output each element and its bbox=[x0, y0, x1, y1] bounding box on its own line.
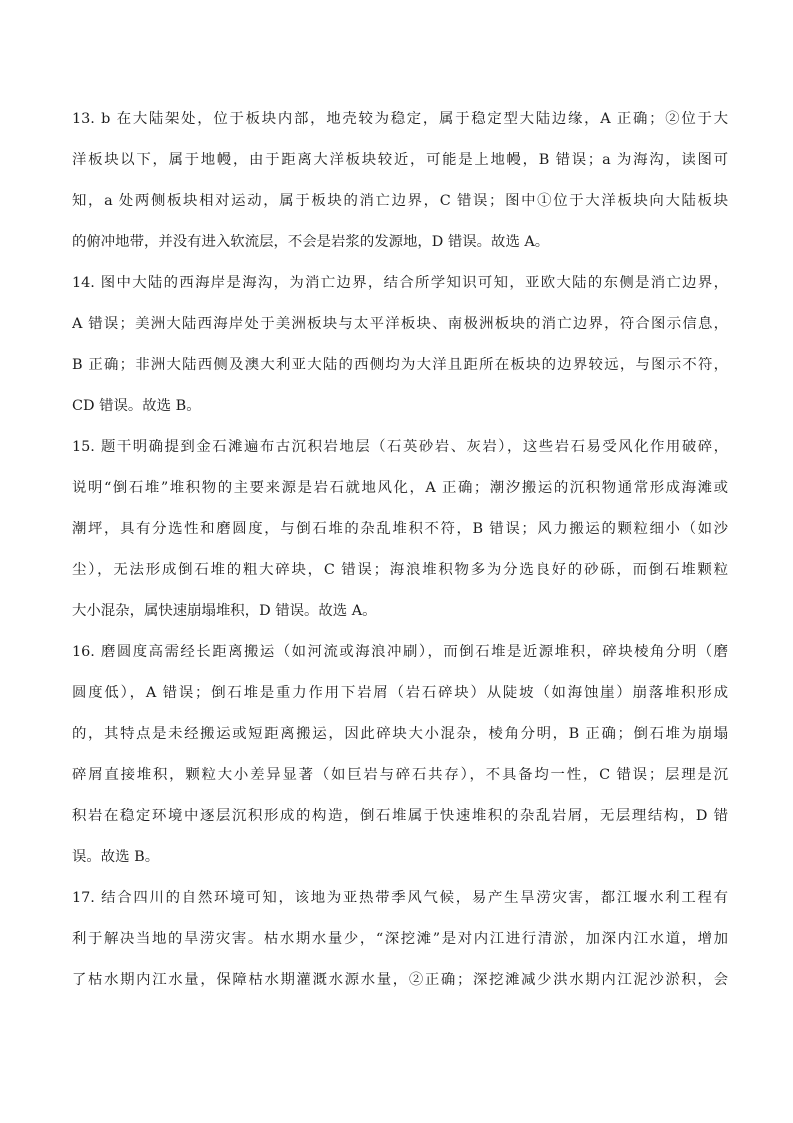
answer-17-line-1: 17. 结合四川的自然环境可知，该地为亚热带季风气候，易产生旱涝灾害，都江堰水利工程有 bbox=[72, 890, 728, 906]
answer-16-line-3: 的，其特点是未经搬运或短距离搬运，因此碎块大小混杂，棱角分明，B 正确；倒石堆为崩塌 bbox=[72, 726, 728, 742]
answer-16-line-2: 圆度低），A 错误；倒石堆是重力作用下岩屑（岩石碎块）从陡坡（如海蚀崖）崩落堆积形成 bbox=[72, 685, 728, 701]
answer-13 bbox=[72, 99, 728, 263]
answer-15 bbox=[72, 427, 728, 632]
answer-14-line-4: CD 错误。故选 B。 bbox=[72, 398, 201, 414]
answer-17-line-3: 了枯水期内江水量，保障枯水期灌溉水源水量，②正确；深挖滩减少洪水期内江泥沙淤积，会 bbox=[72, 972, 728, 988]
answer-17-line-2: 利于解决当地的旱涝灾害。枯水期水量少，“深挖滩”是对内江进行清淤，加深内江水道，增加 bbox=[72, 931, 728, 947]
answer-13-line-1: 13. b 在大陆架处，位于板块内部，地壳较为稳定，属于稳定型大陆边缘，A 正确；②位于大 bbox=[72, 111, 728, 127]
answer-15-line-5: 大小混杂，属快速崩塌堆积，D 错误。故选 A。 bbox=[72, 603, 377, 619]
answer-16 bbox=[72, 632, 728, 878]
answer-15-line-3: 潮坪，具有分选性和磨圆度，与倒石堆的杂乱堆积不符，B 错误；风力搬运的颗粒细小（如沙 bbox=[72, 521, 728, 537]
answer-14 bbox=[72, 263, 728, 427]
answer-16-line-5: 积岩在稳定环境中逐层沉积形成的构造，倒石堆属于快速堆积的杂乱岩屑，无层理结构，D 错 bbox=[72, 808, 728, 824]
answer-14-line-1: 14. 图中大陆的西海岸是海沟，为消亡边界，结合所学知识可知，亚欧大陆的东侧是消亡边界， bbox=[72, 275, 728, 291]
answer-16-line-6: 误。故选 B。 bbox=[72, 849, 160, 865]
answer-15-line-2: 说明“倒石堆”堆积物的主要来源是岩石就地风化，A 正确；潮汐搬运的沉积物通常形成海滩或 bbox=[72, 480, 728, 496]
answer-14-line-2: A 错误；美洲大陆西海岸处于美洲板块与太平洋板块、南极洲板块的消亡边界，符合图示信息， bbox=[72, 316, 728, 332]
answer-16-line-1: 16. 磨圆度高需经长距离搬运（如河流或海浪冲刷），而倒石堆是近源堆积，碎块棱角分明（磨 bbox=[72, 644, 728, 660]
answer-13-line-2: 洋板块以下，属于地幔，由于距离大洋板块较近，可能是上地幔，B 错误；a 为海沟，读图可 bbox=[72, 152, 728, 168]
answer-14-line-3: B 正确；非洲大陆西侧及澳大利亚大陆的西侧均为大洋且距所在板块的边界较远，与图示不符， bbox=[72, 357, 728, 373]
answer-16-line-4: 碎屑直接堆积，颗粒大小差异显著（如巨岩与碎石共存），不具备均一性，C 错误；层理是沉 bbox=[72, 767, 728, 783]
answer-15-line-1: 15. 题干明确提到金石滩遍布古沉积岩地层（石英砂岩、灰岩），这些岩石易受风化作用破碎， bbox=[72, 439, 728, 455]
answer-explanations bbox=[72, 99, 728, 1001]
answer-13-line-4: 的俯冲地带，并没有进入软流层，不会是岩浆的发源地，D 错误。故选 A。 bbox=[72, 234, 550, 250]
answer-13-line-3: 知，a 处两侧板块相对运动，属于板块的消亡边界，C 错误；图中①位于大洋板块向大陆板块 bbox=[72, 193, 728, 209]
answer-17 bbox=[72, 878, 728, 1001]
answer-15-line-4: 尘），无法形成倒石堆的粗大碎块，C 错误；海浪堆积物多为分选良好的砂砾，而倒石堆颗粒 bbox=[72, 562, 728, 578]
